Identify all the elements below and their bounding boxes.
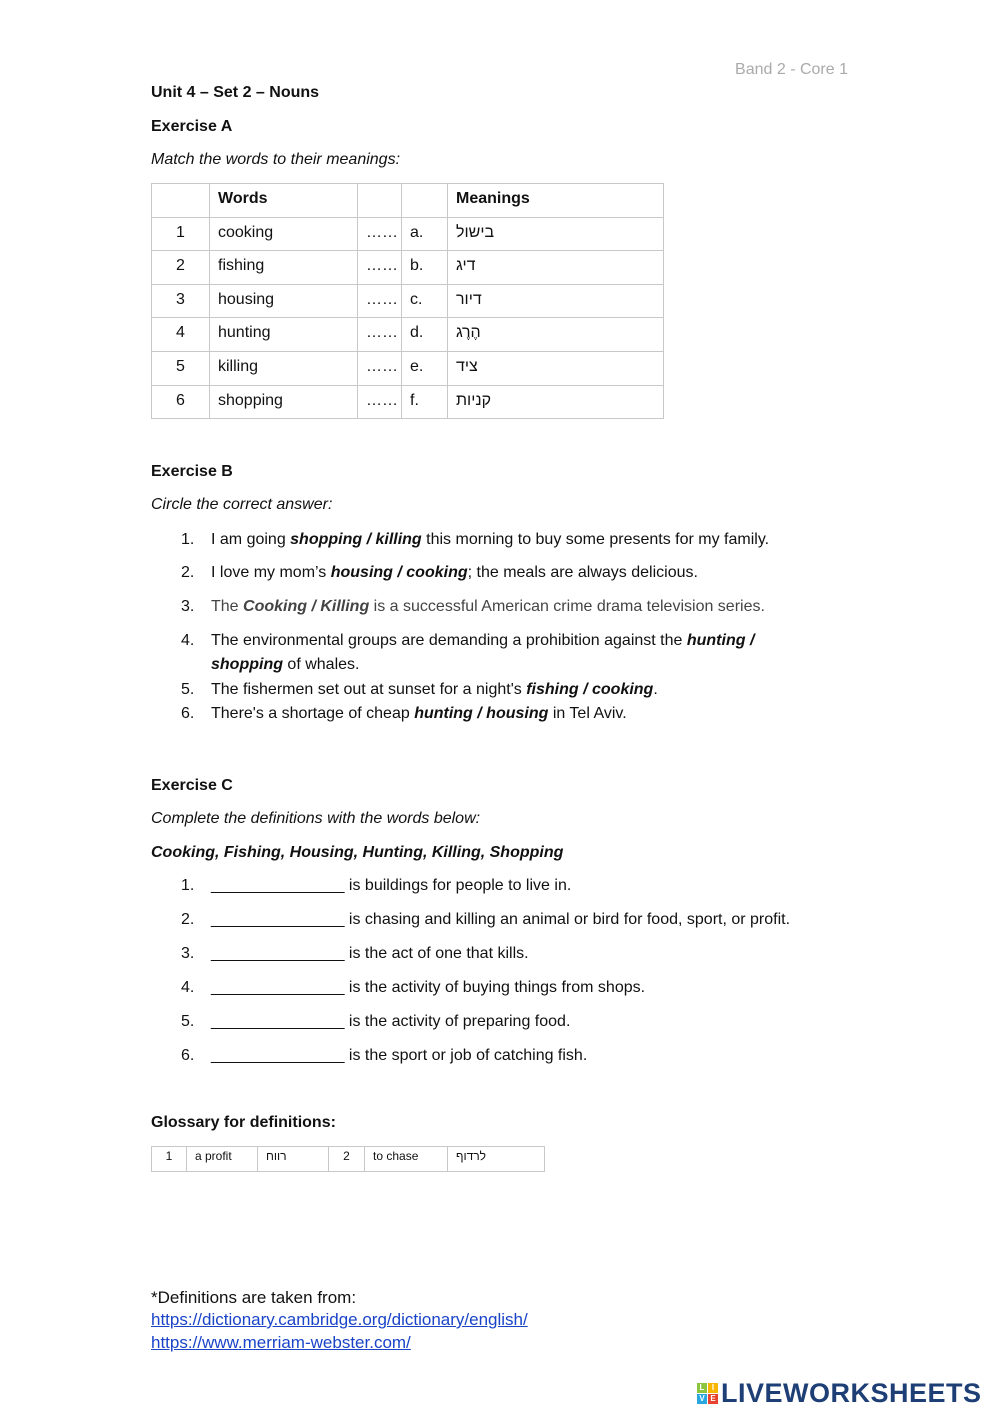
row-number: 3 xyxy=(152,284,210,318)
band-label: Band 2 - Core 1 xyxy=(735,61,848,78)
word-bank: Cooking, Fishing, Housing, Hunting, Killing, Shopping xyxy=(151,844,564,861)
answer-blank[interactable]: …… xyxy=(358,351,402,385)
row-number: 6 xyxy=(152,385,210,419)
glossary-word: to chase xyxy=(365,1147,448,1172)
meaning-letter: c. xyxy=(402,284,448,318)
word-cell: cooking xyxy=(210,217,358,251)
glossary-translation: לרדוף xyxy=(448,1147,545,1172)
exercise-b-instruction: Circle the correct answer: xyxy=(151,496,333,513)
meaning-letter: e. xyxy=(402,351,448,385)
word-cell: killing xyxy=(210,351,358,385)
sentence-end: is a successful American crime drama television series. xyxy=(369,598,765,615)
meaning-letter: b. xyxy=(402,251,448,285)
sentence-start: There's a shortage of cheap xyxy=(211,705,415,722)
sentence-start: I am going xyxy=(211,531,291,548)
answer-blank[interactable]: _______________ xyxy=(211,1013,345,1030)
col-meanings: Meanings xyxy=(448,184,664,218)
answer-options[interactable]: shopping / killing xyxy=(290,531,422,548)
item-number: 3. xyxy=(181,598,195,615)
item-number: 1. xyxy=(181,877,195,894)
word-cell: fishing xyxy=(210,251,358,285)
meaning-letter: f. xyxy=(402,385,448,419)
row-number: 2 xyxy=(152,251,210,285)
item-number: 5. xyxy=(181,681,195,698)
sentence-start: I love my mom’s xyxy=(211,564,331,581)
definition-item xyxy=(211,910,790,930)
definition-item xyxy=(211,1046,587,1066)
sentence-end: ; the meals are always delicious. xyxy=(467,564,698,581)
answer-blank[interactable]: _______________ xyxy=(211,911,345,928)
matching-table xyxy=(151,183,664,419)
definition-text: is the act of one that kills. xyxy=(344,945,529,962)
exercise-b-item xyxy=(211,704,627,724)
exercise-c-heading: Exercise C xyxy=(151,777,233,794)
answer-blank[interactable]: …… xyxy=(358,251,402,285)
meaning-cell: קניות xyxy=(448,385,664,419)
exercise-b-item xyxy=(211,597,765,617)
answer-blank[interactable]: …… xyxy=(358,284,402,318)
logo-text: LIVEWORKSHEETS xyxy=(721,1378,982,1408)
col-words: Words xyxy=(210,184,358,218)
item-number: 5. xyxy=(181,1013,195,1030)
sentence-start: The fishermen set out at sunset for a night's xyxy=(211,681,527,698)
table-row xyxy=(152,284,664,318)
sentence-start: The xyxy=(211,598,244,615)
answer-options[interactable]: hunting / housing xyxy=(414,705,549,722)
exercise-a-instruction: Match the words to their meanings: xyxy=(151,151,401,168)
answer-options[interactable]: hunting / xyxy=(686,632,755,649)
merriam-webster-link[interactable]: https://www.merriam-webster.com/ xyxy=(151,1333,411,1352)
definition-item xyxy=(211,978,645,998)
definition-item xyxy=(211,1012,570,1032)
glossary-translation: רווח xyxy=(258,1147,329,1172)
definition-text: is chasing and killing an animal or bird for food, sport, or profit. xyxy=(344,911,791,928)
liveworksheets-logo xyxy=(697,1378,982,1409)
answer-blank[interactable]: _______________ xyxy=(211,945,345,962)
item-number: 3. xyxy=(181,945,195,962)
glossary-word: a profit xyxy=(187,1147,258,1172)
meaning-cell: ציד xyxy=(448,351,664,385)
word-cell: housing xyxy=(210,284,358,318)
definition-item xyxy=(211,944,529,964)
meaning-letter: a. xyxy=(402,217,448,251)
answer-options[interactable]: shopping xyxy=(211,656,283,673)
definition-text: is the activity of preparing food. xyxy=(344,1013,571,1030)
logo-blocks-icon: L I V E xyxy=(697,1383,718,1404)
glossary-table xyxy=(151,1146,545,1172)
meaning-cell: הֶרֶג xyxy=(448,318,664,352)
exercise-b-item xyxy=(211,631,754,651)
cambridge-link[interactable]: https://dictionary.cambridge.org/dictionary/english/ xyxy=(151,1310,528,1329)
page-title: Unit 4 – Set 2 – Nouns xyxy=(151,84,320,101)
item-number: 4. xyxy=(181,979,195,996)
table-row xyxy=(152,217,664,251)
glossary-num: 1 xyxy=(152,1147,187,1172)
definition-item xyxy=(211,876,571,896)
item-number: 1. xyxy=(181,531,195,548)
row-number: 4 xyxy=(152,318,210,352)
table-row xyxy=(152,351,664,385)
table-header-row xyxy=(152,184,664,218)
definition-text: is the sport or job of catching fish. xyxy=(344,1047,588,1064)
definition-text: is buildings for people to live in. xyxy=(344,877,572,894)
sentence-end: . xyxy=(653,681,658,698)
glossary-num: 2 xyxy=(329,1147,365,1172)
exercise-c-instruction: Complete the definitions with the words below: xyxy=(151,810,481,827)
item-number: 6. xyxy=(181,1047,195,1064)
exercise-b-heading: Exercise B xyxy=(151,463,233,480)
answer-options[interactable]: fishing / cooking xyxy=(526,681,654,698)
row-number: 5 xyxy=(152,351,210,385)
sentence-end: of whales. xyxy=(282,656,360,673)
row-number: 1 xyxy=(152,217,210,251)
item-number: 2. xyxy=(181,911,195,928)
definition-text: is the activity of buying things from shops. xyxy=(344,979,646,996)
answer-blank[interactable]: _______________ xyxy=(211,1047,345,1064)
exercise-a-heading: Exercise A xyxy=(151,118,233,135)
answer-options[interactable]: Cooking / Killing xyxy=(243,598,370,615)
answer-blank[interactable]: _______________ xyxy=(211,877,345,894)
table-row xyxy=(152,385,664,419)
sentence-start: The environmental groups are demanding a prohibition against the xyxy=(211,632,687,649)
exercise-b-item-cont xyxy=(211,655,359,675)
answer-blank[interactable]: …… xyxy=(358,385,402,419)
word-cell: shopping xyxy=(210,385,358,419)
answer-blank[interactable]: _______________ xyxy=(211,979,345,996)
meaning-cell: בישול xyxy=(448,217,664,251)
exercise-b-item xyxy=(211,680,658,700)
item-number: 6. xyxy=(181,705,195,722)
word-cell: hunting xyxy=(210,318,358,352)
meaning-letter: d. xyxy=(402,318,448,352)
sources-note: *Definitions are taken from: xyxy=(151,1288,357,1307)
item-number: 2. xyxy=(181,564,195,581)
sentence-end: in Tel Aviv. xyxy=(548,705,627,722)
answer-blank[interactable]: …… xyxy=(358,217,402,251)
sentence-end: this morning to buy some presents for my family. xyxy=(421,531,770,548)
table-row xyxy=(152,251,664,285)
answer-options[interactable]: housing / cooking xyxy=(330,564,468,581)
exercise-b-item xyxy=(211,563,698,583)
meaning-cell: דיג xyxy=(448,251,664,285)
exercise-b-item xyxy=(211,530,769,550)
glossary-heading: Glossary for definitions: xyxy=(151,1114,336,1131)
item-number: 4. xyxy=(181,632,195,649)
answer-blank[interactable]: …… xyxy=(358,318,402,352)
table-row xyxy=(152,318,664,352)
meaning-cell: דיור xyxy=(448,284,664,318)
